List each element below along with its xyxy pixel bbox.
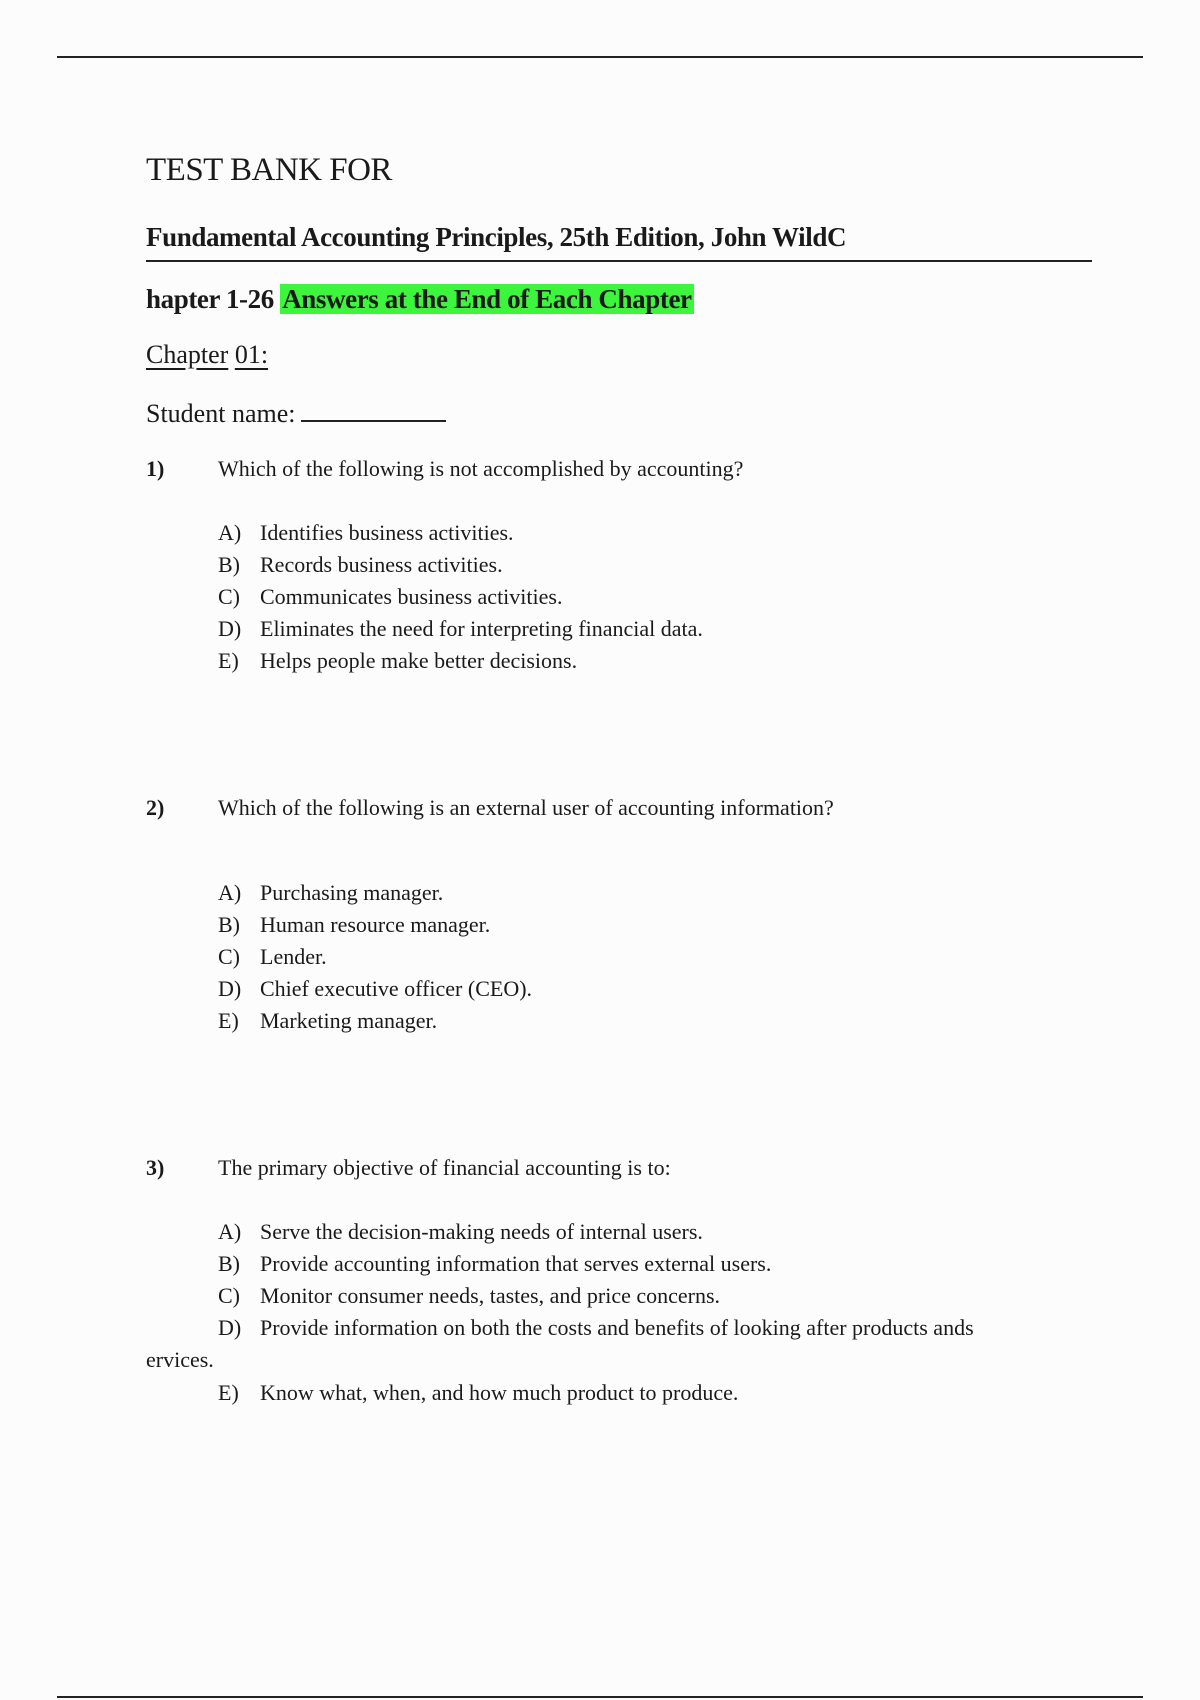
answer-option[interactable] [218,520,514,550]
option-letter: E) [218,1380,239,1405]
answer-option[interactable] [218,552,503,582]
option-letter: D) [218,1315,242,1340]
answer-option[interactable] [218,1219,703,1249]
document-title: TEST BANK FOR [146,152,392,188]
chapter-heading [146,340,268,370]
answer-option[interactable] [218,944,327,974]
answer-option[interactable] [218,1315,974,1345]
question-text: The primary objective of financial accounting is to: [218,1155,671,1180]
option-letter: A) [218,520,242,545]
title-underline [146,260,1092,262]
option-letter: C) [218,584,240,609]
answers-highlight: Answers at the End of Each Chapter [282,284,692,314]
chapters-line [146,284,694,315]
option-text: Eliminates the need for interpreting financial data. [260,616,703,641]
option-text: Monitor consumer needs, tastes, and price concerns. [260,1283,721,1308]
option-letter: A) [218,880,242,905]
student-name-blank[interactable] [301,398,446,422]
option-text: Helps people make better decisions. [260,648,578,673]
answer-option[interactable] [218,1251,771,1281]
answer-option[interactable] [218,616,703,646]
option-letter: B) [218,552,240,577]
chapter-word: Chapter [146,340,229,369]
answer-option[interactable] [218,976,532,1006]
option-text-continuation: ervices. [146,1347,214,1372]
option-text: Purchasing manager. [260,880,444,905]
option-text: Identifies business activities. [260,520,514,545]
option-text: Provide accounting information that serves external users. [260,1251,772,1276]
option-text: Serve the decision-making needs of internal users. [260,1219,703,1244]
option-text: Chief executive officer (CEO). [260,976,533,1001]
option-text: Lender. [260,944,327,969]
option-letter: C) [218,1283,240,1308]
option-letter: B) [218,1251,240,1276]
option-letter: E) [218,648,239,673]
option-text: Records business activities. [260,552,503,577]
option-text: Know what, when, and how much product to produce. [260,1380,739,1405]
option-text: Provide information on both the costs and benefits of looking after products ands [260,1315,974,1340]
question-number: 2) [146,795,165,820]
option-text: Human resource manager. [260,912,491,937]
answer-option[interactable] [218,648,577,678]
student-name-field [146,398,446,429]
question-text: Which of the following is an external user of accounting information? [218,795,834,820]
option-letter: B) [218,912,240,937]
question-number: 3) [146,1155,165,1180]
option-letter: A) [218,1219,242,1244]
answer-option[interactable] [218,1283,720,1313]
answer-option[interactable] [218,1008,437,1038]
answer-option[interactable] [218,1380,738,1410]
option-text: Marketing manager. [260,1008,438,1033]
bottom-rule [57,1696,1143,1698]
option-letter: E) [218,1008,239,1033]
student-name-label: Student name: [146,399,296,428]
answer-option[interactable] [218,880,443,910]
chapter-number: 01: [234,340,269,369]
option-letter: D) [218,976,242,1001]
answer-option[interactable] [218,912,490,942]
option-letter: D) [218,616,242,641]
chapters-range: hapter 1-26 [146,284,281,314]
top-rule [57,56,1143,58]
question-text: Which of the following is not accomplished by accounting? [218,456,744,481]
question-number: 1) [146,456,165,481]
book-title: Fundamental Accounting Principles, 25th Edition, John WildC [146,222,847,252]
answer-option[interactable] [218,584,562,614]
option-text: Communicates business activities. [260,584,563,609]
option-letter: C) [218,944,240,969]
